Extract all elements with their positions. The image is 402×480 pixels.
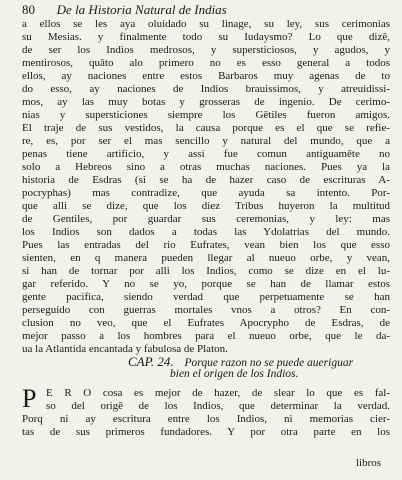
text-line: penas tiene artificio, y assi fue comun antiguamēte no — [22, 148, 390, 160]
text-line: su Mesias. y finalmente todo su Iudaysmo? Lo que dizē, — [22, 31, 390, 43]
text-line: historia de Esdras (si se ha de hazer caso de escrituras A- — [22, 174, 390, 186]
text-line: Pues las entradas del rio Eufrates, vean bien los que esso — [22, 239, 390, 251]
chapter-label: CAP. 24. — [128, 354, 174, 369]
text-line: que alli se dize, que los diez Tribus huyeron la multitud — [22, 200, 390, 212]
text-line: a ellos se les aya oluidado su linage, su ley, sus cerimonias — [22, 18, 390, 30]
text-line: gar referido. Y no se yo, porque se han de llamar estos — [22, 278, 390, 290]
text-line: perseguido con guerras mortales vnos a otros? En con- — [22, 304, 390, 316]
text-line: los Indios son dados a todas las Ydolatrias del mundo. — [22, 226, 390, 238]
text-line: ellos, ay naciones entre estos Barbaros muy agenas de to — [22, 70, 390, 82]
text-line: de Gentiles, por guardar sus ceremonias, y ley: mas — [22, 213, 390, 225]
text-line: clusion no veo, que el Eufrates Apocrypho de Esdras, de — [22, 317, 390, 329]
text-line: mentirosos, quāto alo primero no es esso general a todos — [22, 57, 390, 69]
chapter-title-line-1: Porque razon no se puede aueriguar — [184, 357, 354, 369]
text-line: si han de tornar por alli los Indios, como se dize en el lu- — [22, 265, 390, 277]
text-line: nias y supersticiones siempre los Gētiles fueron amigos. — [22, 109, 390, 121]
page-header — [22, 2, 402, 18]
text-line: do esso, ay naciones de Indios brauissimos, y atreuidissi- — [22, 83, 390, 95]
text-line: mejor passo a los hombres para el nueuo orbe, que le da- — [22, 330, 390, 342]
page-number: 80 — [22, 2, 35, 17]
text-line: solo a Hebreos sino a otras muchas naciones. Pues ya la — [22, 161, 390, 173]
opening-line: so del origē de los Indios, que determinar la verdad. — [46, 400, 390, 412]
text-line: sienten, en q manera pueden llegar al nueuo orbe, y vean, — [22, 252, 390, 264]
opening-line: E R O cosa es mejor de hazer, de slear lo que es fal- — [46, 387, 390, 399]
text-line: re, es, por ser el mas sencillo y natural del mundo, que a — [22, 135, 390, 147]
running-title: De la Historia Natural de Indias — [56, 2, 227, 17]
text-line: pocryphas) mas contradize, que ayuda sa intento. Por- — [22, 187, 390, 199]
text-line: gente pacifica, siendo verdad que perpetuamente se han — [22, 291, 390, 303]
text-line: mos, ay las muy botas y grosseras de ingenio. De cerimo- — [22, 96, 390, 108]
opening-line: Porq ni ay escritura entre los Indios, ni memorias cier- — [22, 413, 390, 425]
catchword: libros — [356, 457, 382, 469]
chapter-title-line-2: bien el origen de los Indios. — [170, 368, 299, 380]
text-line: ua la Atlantida encantada y fabulosa de Platon. — [22, 343, 228, 355]
drop-initial: P — [22, 384, 37, 413]
text-line: de ser los Indios medrosos, y supersticiosos, y agudos, y — [22, 44, 390, 56]
opening-line: tas de sus primeros fundadores. Y por otra parte en los — [22, 426, 390, 438]
text-line: El traje de sus vestidos, la causa porque es el que se refie- — [22, 122, 390, 134]
